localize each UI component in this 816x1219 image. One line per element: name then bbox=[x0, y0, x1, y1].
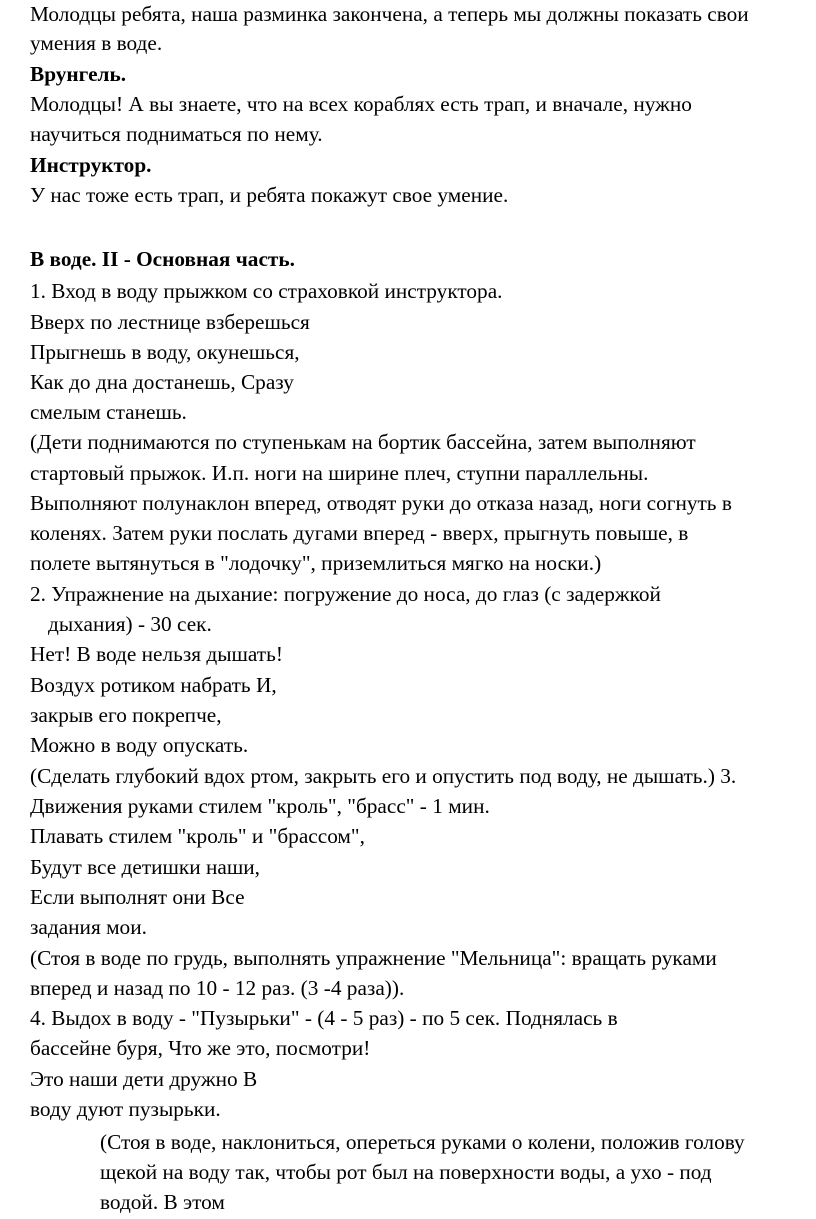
text-line: (Дети поднимаются по ступенькам на бортик бассейна, затем выполняют bbox=[30, 430, 696, 454]
text-line: У нас тоже есть трап, и ребята покажут свое умение. bbox=[30, 183, 509, 207]
text-line: Прыгнешь в воду, окунешься, bbox=[30, 340, 300, 364]
text-line: вперед и назад по 10 - 12 раз. (3 -4 раза)). bbox=[30, 976, 405, 1000]
text-line: задания мои. bbox=[30, 915, 147, 939]
text-line: Как до дна достанешь, Сразу bbox=[30, 370, 294, 394]
text-line: Плавать стилем "кроль" и "брассом", bbox=[30, 824, 365, 848]
text-line: коленях. Затем руки послать дугами вперед - вверх, прыгнуть повыше, в bbox=[30, 521, 689, 545]
text-line: воду дуют пузырьки. bbox=[30, 1097, 221, 1121]
text-line: закрыв его покрепче, bbox=[30, 703, 222, 727]
speaker-heading: Врунгель. bbox=[30, 62, 127, 86]
text-line: научиться подниматься по нему. bbox=[30, 122, 323, 146]
text-line: полете вытянуться в "лодочку", приземлиться мягко на носки.) bbox=[30, 551, 602, 575]
text-line: Движения руками стилем "кроль", "брасс" - 1 мин. bbox=[30, 794, 490, 818]
text-line: Вверх по лестнице взберешься bbox=[30, 310, 310, 334]
text-line: (Стоя в воде по грудь, выполнять упражнение "Мельница": вращать руками bbox=[30, 946, 717, 970]
text-line: стартовый прыжок. И.п. ноги на ширине плеч, ступни параллельны. bbox=[30, 461, 649, 485]
text-line: Воздух ротиком набрать И, bbox=[30, 673, 277, 697]
text-line: Будут все детишки наши, bbox=[30, 855, 260, 879]
text-line: Можно в воду опускать. bbox=[30, 733, 249, 757]
text-line: Молодцы! А вы знаете, что на всех кораблях есть трап, и вначале, нужно bbox=[30, 92, 692, 116]
text-line: 2. Упражнение на дыхание: погружение до носа, до глаз (с задержкой bbox=[30, 582, 661, 606]
text-line: бассейне буря, Что же это, посмотри! bbox=[30, 1036, 371, 1060]
text-line: (Сделать глубокий вдох ртом, закрыть его и опустить под воду, не дышать.) 3. bbox=[30, 764, 737, 788]
text-line: (Стоя в воде, наклониться, опереться руками о колени, положив голову bbox=[100, 1130, 745, 1154]
text-line: Молодцы ребята, наша разминка закончена, а теперь мы должны показать свои bbox=[30, 2, 749, 26]
text-line: Выполняют полунаклон вперед, отводят руки до отказа назад, ноги согнуть в bbox=[30, 491, 732, 515]
text-line: смелым станешь. bbox=[30, 400, 187, 424]
text-line: умения в воде. bbox=[30, 31, 163, 55]
text-line: 4. Выдох в воду - "Пузырьки" - (4 - 5 раз) - по 5 сек. Поднялась в bbox=[30, 1006, 618, 1030]
speaker-heading: Инструктор. bbox=[30, 153, 152, 177]
text-line: Нет! В воде нельзя дышать! bbox=[30, 642, 283, 666]
text-line: щекой на воду так, чтобы рот был на поверхности воды, а ухо - под bbox=[100, 1160, 712, 1184]
text-line: водой. В этом bbox=[100, 1190, 225, 1214]
section-heading: В воде. II - Основная часть. bbox=[30, 247, 295, 271]
text-line: 1. Вход в воду прыжком со страховкой инструктора. bbox=[30, 279, 503, 303]
text-line: Если выполнят они Все bbox=[30, 885, 245, 909]
text-line: Это наши дети дружно В bbox=[30, 1067, 258, 1091]
text-line: дыхания) - 30 сек. bbox=[48, 612, 212, 636]
